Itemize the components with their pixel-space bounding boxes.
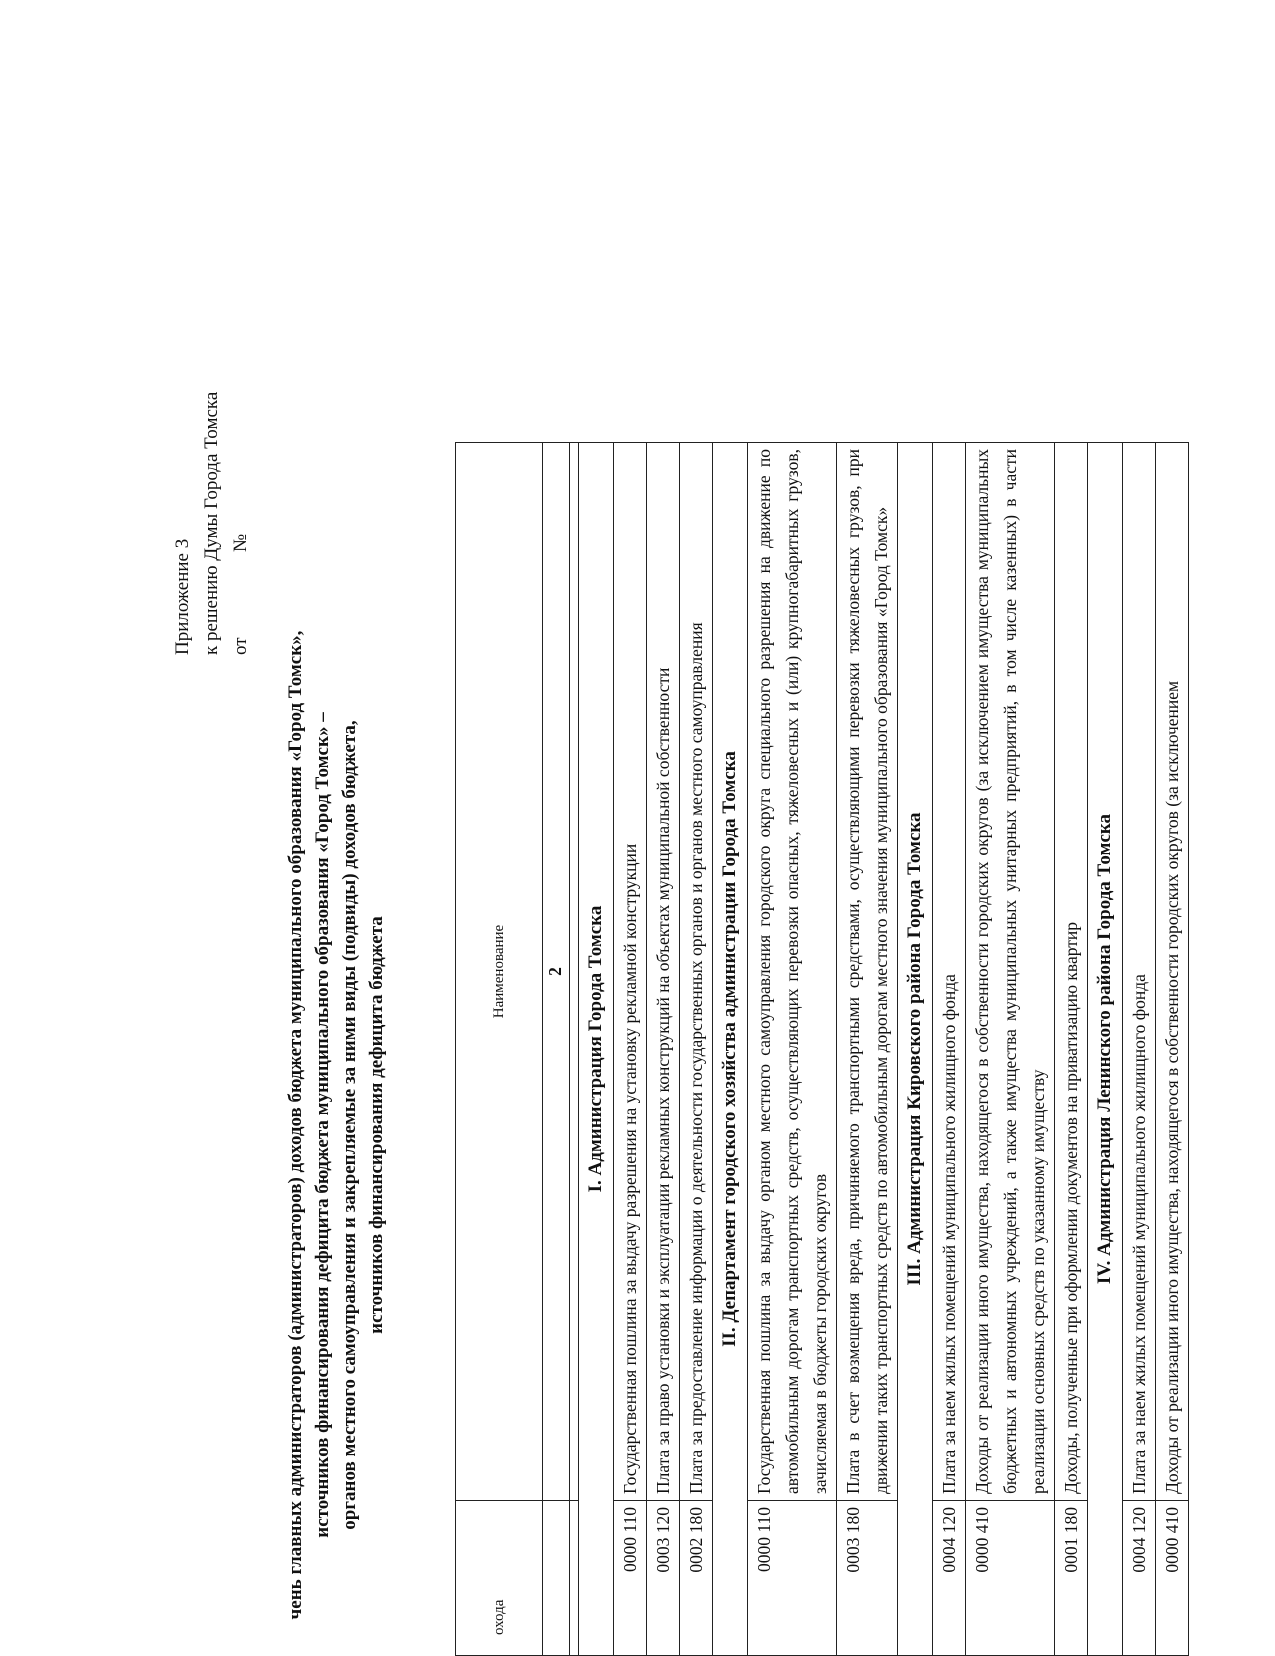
row-name: Государственная пошлина за выдачу разрешения на установку рекламной конструкции [614, 443, 647, 1501]
table-row [1156, 443, 1189, 1656]
table-row [647, 443, 680, 1656]
row-name: Плата за наем жилых помещений муниципального жилищного фонда [933, 443, 966, 1501]
title-line: чень главных администраторов (администраторов) доходов бюджета муниципального образования «Город Томск», [285, 630, 306, 1620]
row-code: 0000 410 [1156, 1501, 1189, 1656]
row-name: Доходы, полученные при оформлении документов на приватизацию квартир [1055, 443, 1088, 1501]
table-row [1055, 443, 1088, 1656]
appendix-decision: к решению Думы Города Томска [201, 391, 222, 655]
document-title [282, 600, 390, 1650]
row-code: 0004 120 [933, 1501, 966, 1656]
row-code: 0004 120 [1123, 1501, 1156, 1656]
row-code: 0003 120 [647, 1501, 680, 1656]
column-number-2: 2 [543, 443, 570, 1501]
section-title-row [579, 443, 614, 1656]
column-number-1 [543, 1501, 570, 1656]
row-name: Плата за наем жилых помещений муниципального жилищного фонда [1123, 443, 1156, 1501]
spacer-row [570, 443, 579, 1656]
table-row [933, 443, 966, 1656]
row-code: 0000 110 [748, 1501, 837, 1656]
table-row [614, 443, 647, 1656]
row-code: 0000 110 [614, 1501, 647, 1656]
table-row [837, 443, 898, 1656]
section-title: III. Администрация Кировского района Города Томска [898, 443, 933, 1656]
title-line: источников финансирования дефицита бюджета муниципального образования «Город Томск» – [312, 712, 333, 1538]
title-line: источников финансирования дефицита бюджета [366, 916, 387, 1334]
row-code: 0003 180 [837, 1501, 898, 1656]
table-row [966, 443, 1055, 1656]
table-row [1123, 443, 1156, 1656]
section-title-row [713, 443, 748, 1656]
section-title: II. Департамент городского хозяйства администрации Города Томска [713, 443, 748, 1656]
row-name: Доходы от реализации иного имущества, находящегося в собственности городских округов (за исключением [1156, 443, 1189, 1501]
row-code: 0002 180 [680, 1501, 713, 1656]
row-name: Плата за предоставление информации о деятельности государственных органов и органов местного самоуправления [680, 443, 713, 1501]
row-name: Государственная пошлина за выдачу органом местного самоуправления городского округа специального разрешения на движение по автомобильным дорогам транспортных средств, осуществляющих перевозки опасных, тяжеловесных и (или) крупногабаритных грузов, зачисляемая в бюджеты городских округов [748, 443, 837, 1501]
section-title-row [1088, 443, 1123, 1656]
table-row [680, 443, 713, 1656]
row-name: Доходы от реализации иного имущества, находящегося в собственности городских округов (за исключением имущества муниципальных бюджетных и автономных учреждений, а также имущества муниципальных унитарных предприятий, в том числе казенных) в части реализации основных средств по указанному имуществу [966, 443, 1055, 1501]
row-code: 0001 180 [1055, 1501, 1088, 1656]
appendix-number: Приложение 3 [172, 538, 193, 655]
revenue-table [455, 442, 1189, 1656]
column-number-row [543, 443, 570, 1656]
title-line: органов местного самоуправления и закрепляемые за ними виды (подвиды) доходов бюджета, [339, 720, 360, 1530]
table-header-row [456, 443, 543, 1656]
row-name: Плата за право установки и эксплуатации рекламных конструкций на объектах муниципальной собственности [647, 443, 680, 1501]
row-name: Плата в счет возмещения вреда, причиняемого транспортными средствами, осуществляющими перевозки тяжеловесных грузов, при движении таких транспортных средств по автомобильным дорогам местного значения муниципального образования «Город Томск» [837, 443, 898, 1501]
appendix-block [168, 392, 255, 655]
section-title: IV. Администрация Ленинского района Города Томска [1088, 443, 1123, 1656]
header-code: охода [456, 1501, 543, 1656]
table-row [748, 443, 837, 1656]
section-title-row [898, 443, 933, 1656]
header-name: Наименование [456, 443, 543, 1501]
section-title: I. Администрация Города Томска [579, 443, 614, 1656]
appendix-date-number: от № [230, 533, 251, 655]
row-code: 0000 410 [966, 1501, 1055, 1656]
